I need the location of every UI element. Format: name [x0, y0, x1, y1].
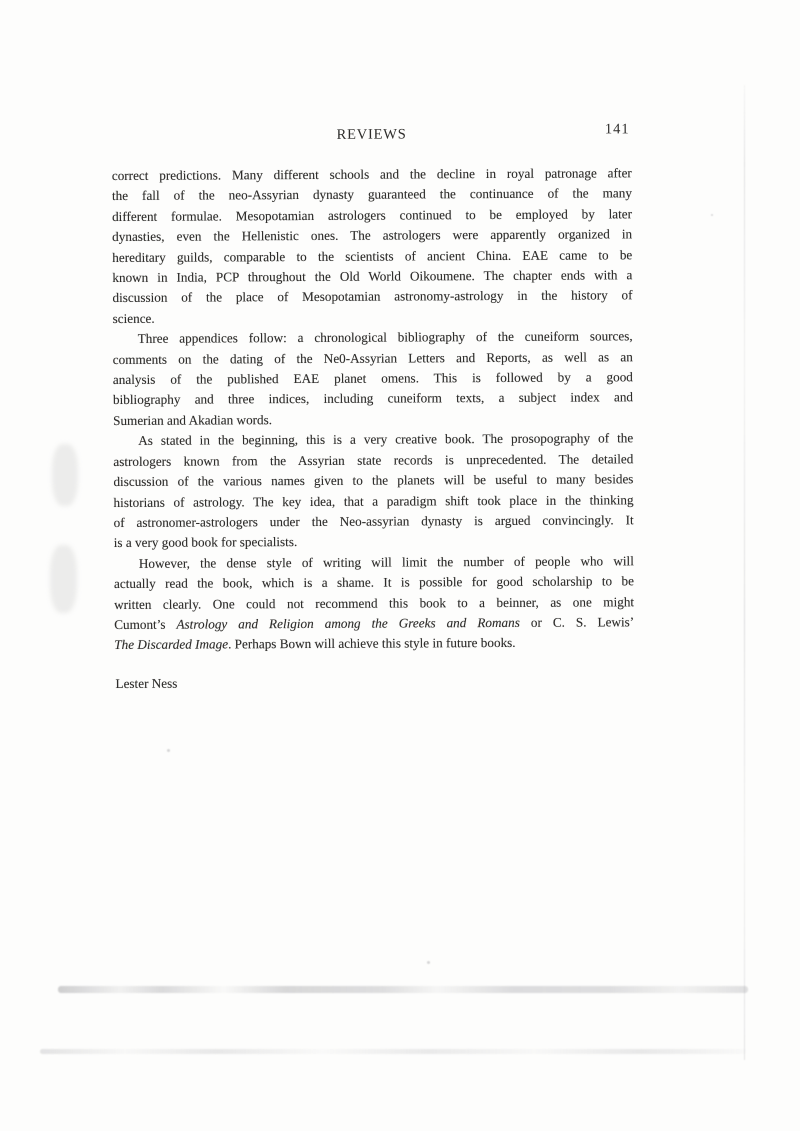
text-segment: science.	[112, 310, 155, 326]
page-number: 141	[604, 121, 630, 138]
text-line	[114, 510, 634, 533]
text-segment: known in India, PCP throughout the Old World Oikoumene. The chapter ends with a	[112, 267, 633, 286]
paragraph	[114, 551, 635, 656]
text-segment: actually read the book, which is a shame. It is possible for good scholarship to be	[113, 573, 634, 592]
text-line	[113, 429, 633, 452]
text-line	[112, 286, 632, 309]
scan-artifact-margin-smudge	[52, 444, 78, 506]
text-line	[112, 184, 632, 207]
text-segment: or C. S. Lewis’	[519, 614, 635, 630]
book-title-italic: The Discarded Image	[114, 636, 229, 653]
scan-artifact-vertical-line	[744, 85, 745, 1060]
reviewer-signature: Lester Ness	[115, 675, 178, 691]
scan-artifact-speck	[427, 961, 430, 964]
text-line	[113, 490, 633, 513]
text-segment: comments on the dating of the Ne0-Assyrian Letters and Reports, as well as an	[112, 348, 633, 367]
text-segment: correct predictions. Many different schools and the decline in royal patronage after	[111, 165, 632, 184]
text-segment: However, the dense style of writing will limit the number of people who will	[138, 552, 634, 571]
text-line	[112, 265, 632, 288]
text-line	[114, 551, 634, 574]
text-segment: hereditary guilds, comparable to the scientists of ancient China. EAE came to be	[112, 246, 633, 265]
text-line	[112, 224, 632, 247]
text-segment: bibliography and three indices, including cuneiform texts, a subject index and	[112, 389, 634, 408]
text-segment: Sumerian and Akadian words.	[113, 412, 273, 428]
text-line	[114, 633, 634, 656]
text-segment: the fall of the neo-Assyrian dynasty guaranteed the continuance of the many	[111, 185, 632, 204]
text-segment: discussion of the various names given to the planets will be useful to many besides	[113, 471, 634, 490]
text-line	[113, 347, 633, 370]
text-line	[113, 449, 633, 472]
text-line	[113, 408, 633, 431]
scan-artifact-margin-smudge	[50, 545, 77, 613]
text-line	[114, 571, 634, 594]
running-head: REVIEWS	[336, 126, 407, 143]
scan-artifact-speck	[167, 749, 170, 752]
text-line	[113, 469, 633, 492]
text-segment: analysis of the published EAE planet omens. This is followed by a good	[112, 369, 633, 388]
text-line	[113, 367, 633, 390]
text-line	[114, 531, 634, 554]
text-line	[114, 612, 634, 635]
text-segment: historians of astrology. The key idea, that a paradigm shift took place in the thinking	[113, 491, 634, 510]
text-segment: discussion of the place of Mesopotamian astronomy-astrology in the history of	[112, 287, 633, 306]
text-line	[113, 388, 633, 411]
paragraph	[112, 163, 633, 329]
text-segment: . Perhaps Bown will achieve this style in future books.	[228, 635, 516, 652]
text-segment: written clearly. One could not recommend this book to a beinner, as one might	[114, 593, 635, 612]
text-line	[113, 306, 633, 329]
text-segment: is a very good book for specialists.	[113, 534, 298, 551]
book-title-italic: Astrology and Religion among the Greeks and Romans	[176, 614, 520, 632]
text-segment: dynasties, even the Hellenistic ones. The astrologers were apparently organized in	[112, 226, 633, 245]
scan-artifact-horizontal-streak	[40, 1049, 746, 1054]
scan-artifact-speck	[711, 214, 713, 216]
paragraph	[113, 327, 634, 432]
text-line	[112, 245, 632, 268]
text-segment: different formulae. Mesopotamian astrologers continued to be employed by later	[111, 206, 633, 224]
page-header	[112, 121, 632, 148]
text-segment: of astronomer-astrologers under the Neo-assyrian dynasty is argued convincingly. It	[113, 512, 634, 530]
text-line	[113, 327, 633, 350]
text-segment: astrologers known from the Assyrian state records is unprecedented. The detailed	[113, 450, 634, 469]
text-segment: Cumont’s	[114, 616, 177, 632]
text-segment: Three appendices follow: a chronological bibliography of the cuneiform sources,	[137, 328, 633, 347]
review-body	[112, 163, 635, 655]
text-line	[114, 592, 634, 615]
text-segment: As stated in the beginning, this is a very creative book. The prosopography of the	[138, 430, 634, 449]
text-line	[112, 163, 632, 186]
text-line	[112, 204, 632, 227]
paragraph	[113, 429, 634, 554]
scan-artifact-horizontal-streak	[58, 986, 748, 993]
